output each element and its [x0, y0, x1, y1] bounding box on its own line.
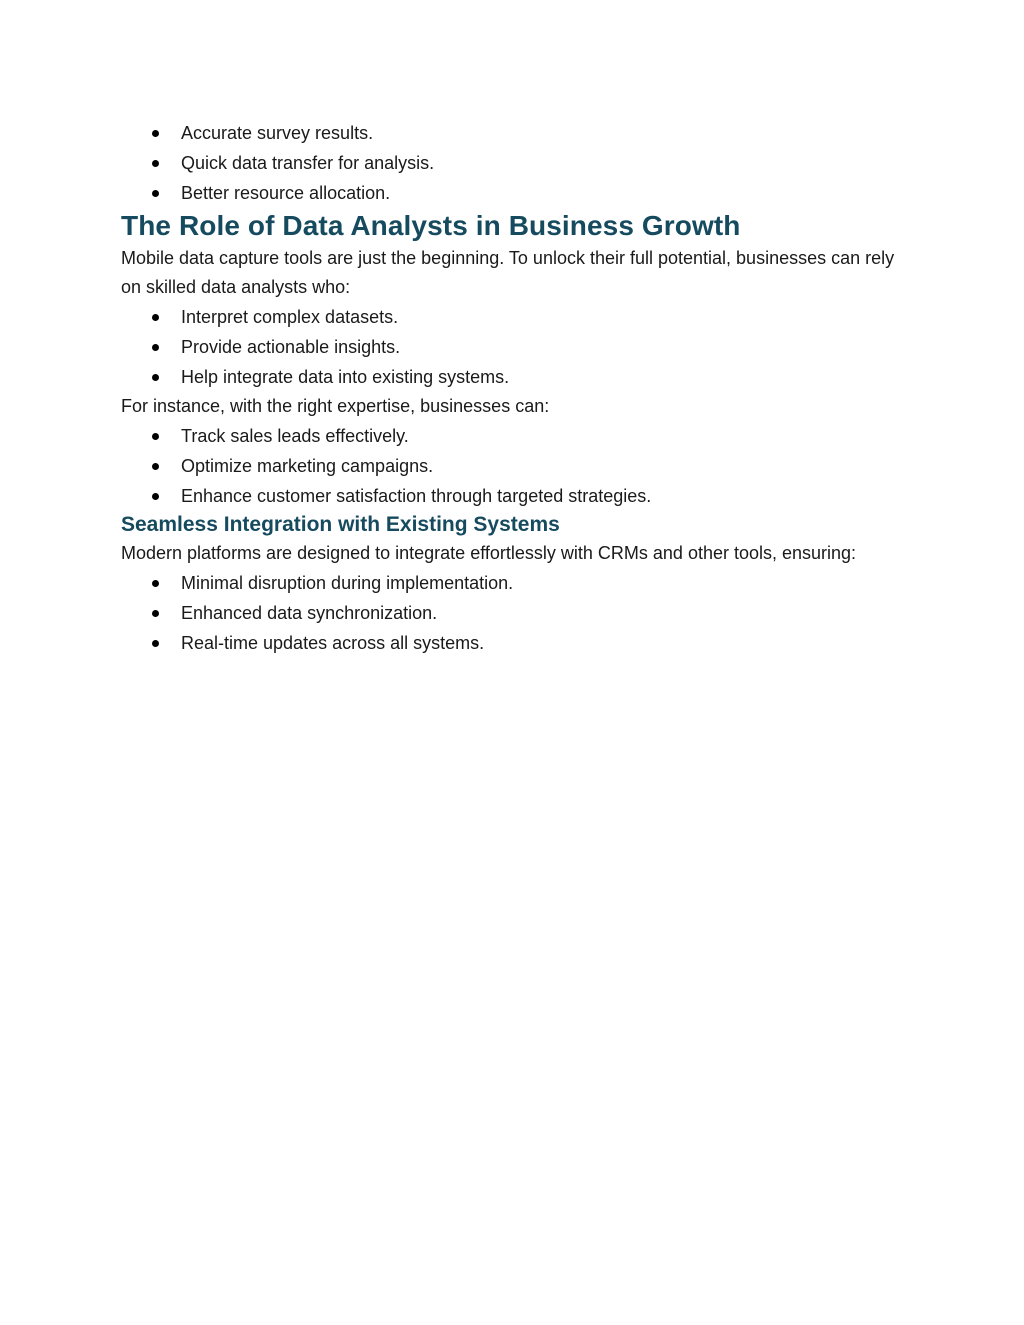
bullet-icon [152, 610, 159, 617]
bullet-icon [152, 344, 159, 351]
bullet-icon [152, 160, 159, 167]
list-item-text: Enhanced data synchronization. [181, 603, 438, 623]
bullet-icon [152, 580, 159, 587]
list-item [121, 118, 901, 148]
list-item [121, 481, 901, 511]
list-item [121, 598, 901, 628]
paragraph-integration-intro: Modern platforms are designed to integrate effortlessly with CRMs and other tools, ensuring: [121, 543, 857, 563]
list-item-text: Enhance customer satisfaction through targeted strategies. [181, 486, 652, 506]
list-item [121, 451, 901, 481]
bullet-icon [152, 463, 159, 470]
integration-benefits-list [121, 568, 901, 658]
list-item [121, 362, 901, 392]
paragraph-analysts-intro: Mobile data capture tools are just the beginning. To unlock their full potential, businesses can rely on skilled data analysts who: [121, 248, 895, 297]
list-item-text: Better resource allocation. [181, 183, 391, 203]
benefits-list [121, 118, 901, 208]
section-heading-data-analysts: The Role of Data Analysts in Business Growth [121, 210, 741, 241]
section-heading-integration: Seamless Integration with Existing Systems [121, 513, 560, 536]
list-item-text: Real-time updates across all systems. [181, 633, 485, 653]
bullet-icon [152, 130, 159, 137]
list-item-text: Provide actionable insights. [181, 337, 401, 357]
list-item [121, 628, 901, 658]
list-item-text: Quick data transfer for analysis. [181, 153, 435, 173]
list-item [121, 332, 901, 362]
list-item [121, 302, 901, 332]
bullet-icon [152, 314, 159, 321]
list-item-text: Interpret complex datasets. [181, 307, 399, 327]
bullet-icon [152, 190, 159, 197]
list-item [121, 421, 901, 451]
list-item-text: Accurate survey results. [181, 123, 374, 143]
list-item [121, 568, 901, 598]
analyst-tasks-list [121, 302, 901, 392]
list-item [121, 178, 901, 208]
bullet-icon [152, 374, 159, 381]
document-content [121, 118, 901, 658]
business-outcomes-list [121, 421, 901, 511]
list-item-text: Help integrate data into existing systems. [181, 367, 510, 387]
list-item-text: Track sales leads effectively. [181, 426, 409, 446]
paragraph-for-instance: For instance, with the right expertise, businesses can: [121, 396, 550, 416]
list-item [121, 148, 901, 178]
bullet-icon [152, 433, 159, 440]
list-item-text: Optimize marketing campaigns. [181, 456, 434, 476]
bullet-icon [152, 640, 159, 647]
bullet-icon [152, 493, 159, 500]
list-item-text: Minimal disruption during implementation. [181, 573, 514, 593]
